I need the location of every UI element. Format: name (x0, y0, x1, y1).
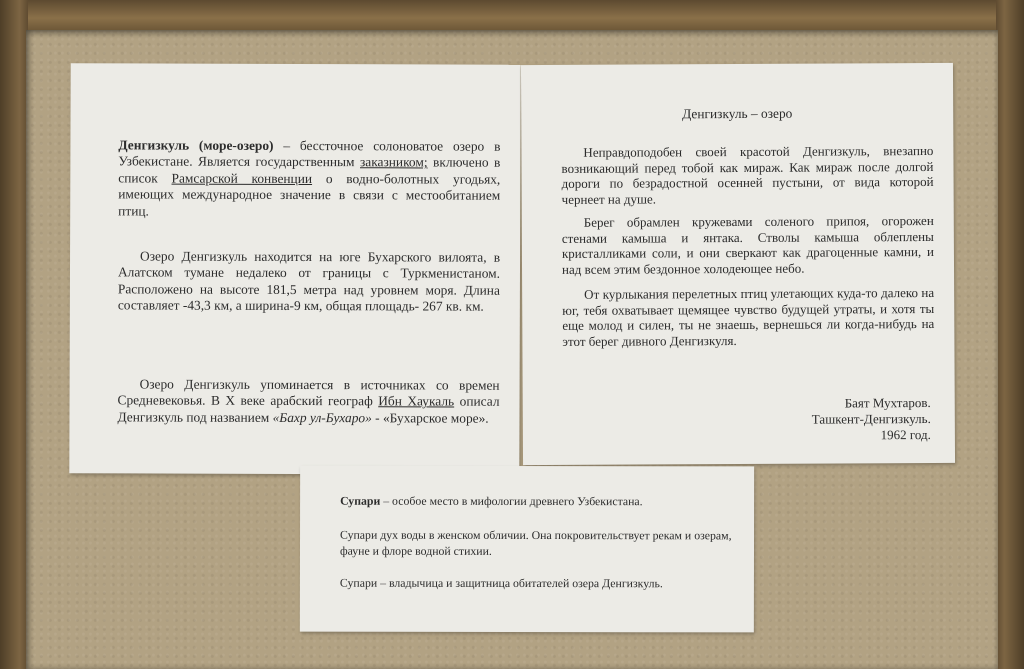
left-paper-sheet (69, 63, 520, 475)
frame-top-edge (0, 0, 1024, 30)
signature-block (731, 395, 931, 444)
signature-place: Ташкент-Денгизкуль. (811, 410, 931, 427)
bottom-paper-sheet (300, 466, 754, 633)
signature-year: 1962 год. (880, 426, 931, 443)
bottom-heading: Супари (340, 493, 381, 508)
bottom-p1-text: – особое место в мифологии древнего Узбекистана. (380, 493, 643, 509)
bottom-paragraph-1 (340, 494, 740, 510)
left-p1-text-a: – бессточное солоноватое озеро в Узбекистане. Является государственным (118, 137, 501, 170)
link-ramsar[interactable]: Рамсарской конвенции (171, 170, 313, 186)
left-p3-text-b: описал Денгизкуль под названием (117, 393, 500, 425)
left-paragraph-3 (117, 376, 499, 427)
left-heading: Денгизкуль (море-озеро) (118, 137, 274, 153)
left-p3-text-c: - «Бухарское море». (371, 410, 489, 426)
right-paper-sheet (521, 63, 955, 465)
link-zakaznik[interactable]: заказником; (359, 154, 428, 170)
right-paragraph-3: От курлыкания перелетных птиц улетающих куда-то далеко на юг, тебя охватывает щемящее чувство будущей утраты, и хотя ты еще молод и силен, ты не знаешь, вернешься ли когда-нибудь на этот берег дивного Денгизкуля. (562, 284, 935, 349)
left-p1-text-c: о водно-болотных угодьях, имеющих международное значение в связи с местообитанием птиц. (118, 170, 501, 219)
bottom-paragraph-2: Супари дух воды в женском обличии. Она покровительствует рекам и озерам, фауне и флоре водной стихии. (339, 527, 732, 558)
right-paragraph-2: Берег обрамлен кружевами соленого припоя, огорожен стенами камыша и янтака. Стволы камыша облеплены кристалликами соли, и они сверкают как драгоценные камни, и над всем этим бездонное холодеющее небо. (561, 212, 934, 277)
left-paragraph-2: Озеро Денгизкуль находится на юге Бухарского вилоята, в Алатском тумане недалеко от границы с Туркменистаном. Расположено на высоте 181,5 метра над уровнем моря. Длина составляет -43,3 км, а ширина-9 км, общая площадь- 267 кв. км. (117, 248, 501, 314)
frame-left-edge (0, 0, 28, 669)
left-p3-text-a: Озеро Денгизкуль упоминается в источниках со времен Средневековья. В X веке арабский географ (117, 376, 500, 409)
left-p1-text-b: включено в список (118, 154, 501, 186)
left-paragraph-1 (118, 137, 500, 220)
signature-name: Баят Мухтаров. (844, 394, 931, 411)
bottom-paragraph-3: Супари – владычица и защитница обитателей озера Денгизкуль. (339, 575, 663, 591)
right-title: Денгизкуль – озеро (682, 105, 793, 122)
left-p3-italic: «Бахр ул-Бухаро» (272, 409, 372, 426)
frame-right-edge (996, 0, 1024, 669)
link-ibn-haukal[interactable]: Ибн Хаукаль (378, 393, 455, 409)
right-paragraph-1: Неправдоподобен своей красотой Денгизкуль, внезапно возникающий перед тобой как мираж. Как мираж после долгой дороги по безрадостной осенней пустыни, от вида которой чернеет на душе. (561, 142, 934, 207)
